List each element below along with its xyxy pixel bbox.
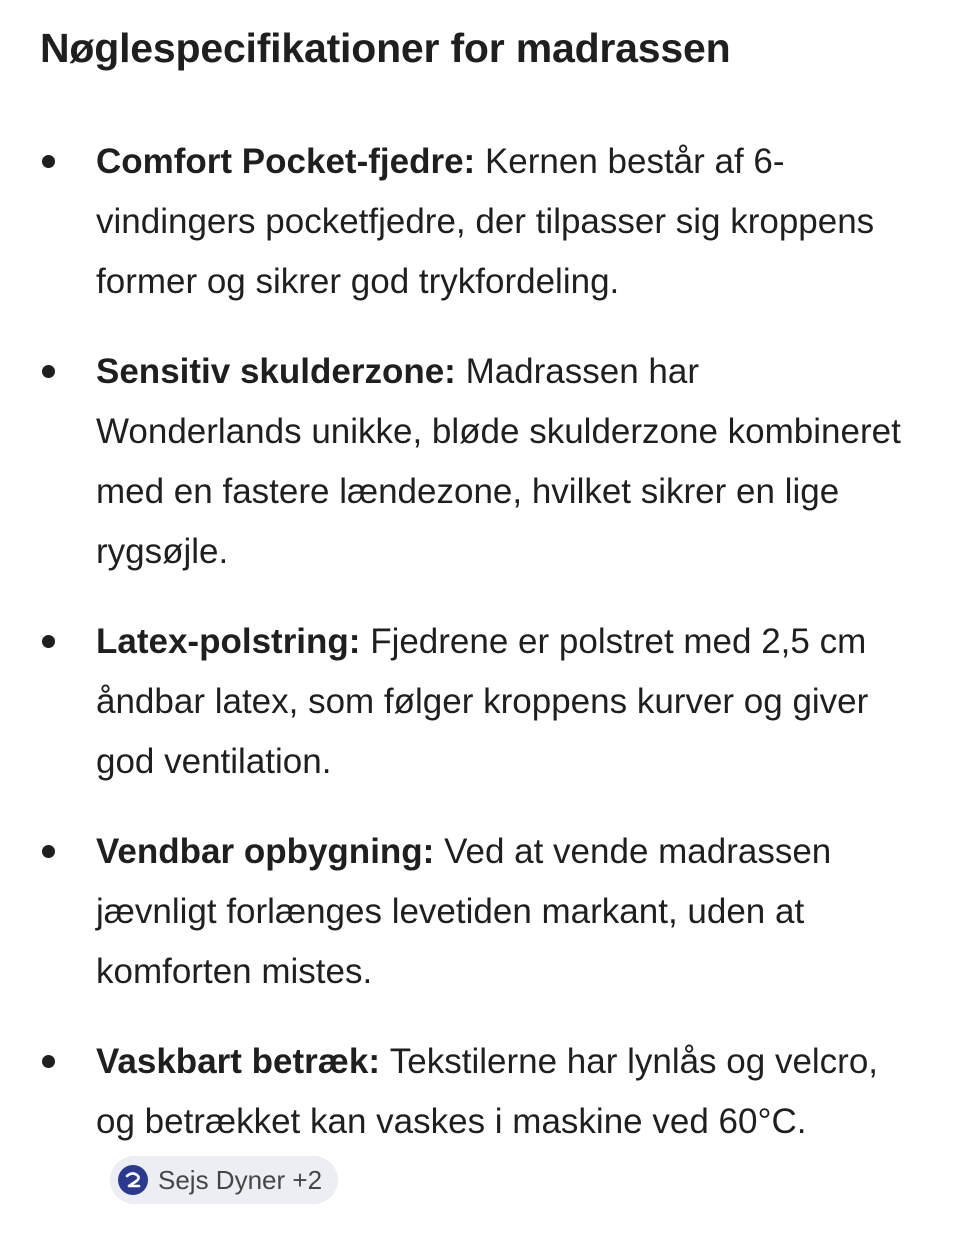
- spec-text: Ved at vende madrassen jævnligt forlænges levetiden markant, uden at komforten mistes.: [96, 832, 832, 991]
- spec-term: Vendbar opbygning:: [96, 832, 445, 871]
- spec-term: Comfort Pocket-fjedre:: [96, 142, 485, 181]
- bullet-icon: [42, 845, 55, 858]
- spec-text: Madrassen har Wonderlands unikke, bløde skulderzone kombineret med en fastere lændezone, hvilket sikrer en lige rygsøjle.: [96, 352, 901, 571]
- spec-term: Sensitiv skulderzone:: [96, 352, 466, 391]
- section-title: Nøglespecifikationer for madrassen: [40, 25, 731, 71]
- bullet-icon: [42, 635, 55, 648]
- spec-item-comfort-pocket: [40, 132, 920, 312]
- spec-term: Vaskbart betræk:: [96, 1042, 390, 1081]
- source-chip-label: Sejs Dyner +2: [158, 1164, 323, 1195]
- source-chip[interactable]: [110, 1156, 338, 1204]
- spec-item-betraek: [40, 1032, 920, 1212]
- bullet-icon: [42, 365, 55, 378]
- spec-list: [40, 132, 920, 1212]
- spec-text: Kernen består af 6-vindingers pocketfjedre, der tilpasser sig kroppens former og sikrer god trykfordeling.: [96, 142, 875, 301]
- spec-item-latex: [40, 612, 920, 792]
- spec-item-vendbar: [40, 822, 920, 1002]
- spec-text: Fjedrene er polstret med 2,5 cm åndbar latex, som følger kroppens kurver og giver god ventilation.: [96, 622, 869, 781]
- spec-text: Tekstilerne har lynlås og velcro, og betrækket kan vaskes i maskine ved 60°C.: [96, 1042, 879, 1141]
- spec-item-skulderzone: [40, 342, 920, 582]
- bullet-icon: [42, 1055, 55, 1068]
- spec-term: Latex-polstring:: [96, 622, 371, 661]
- source-logo-icon: [118, 1165, 148, 1195]
- bullet-icon: [42, 155, 55, 168]
